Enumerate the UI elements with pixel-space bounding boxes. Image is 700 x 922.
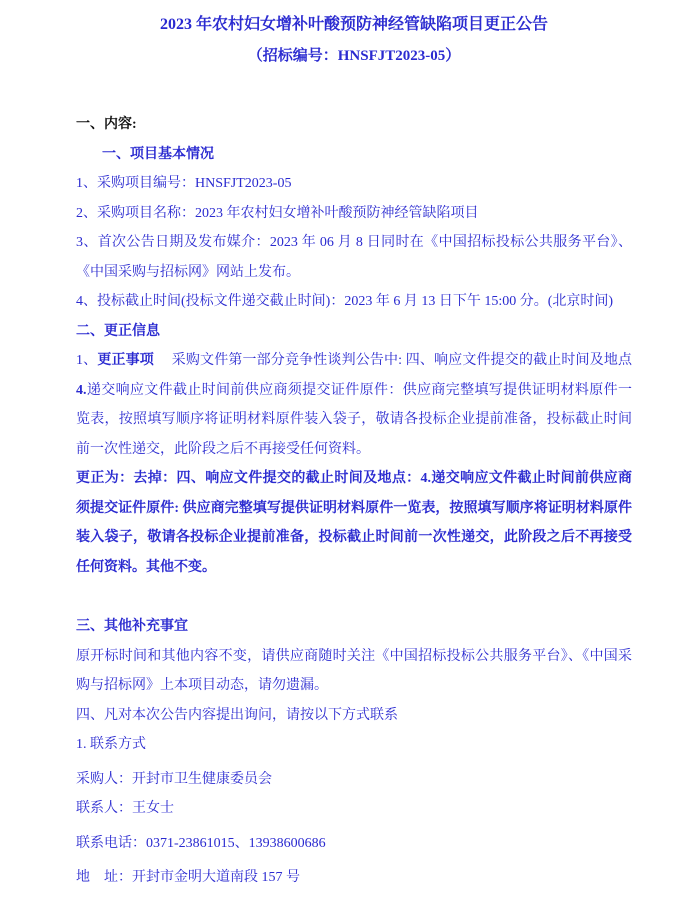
section-content-heading: 一、内容: xyxy=(76,117,137,132)
address-line: 地 址：开封市金明大道南段 157 号 xyxy=(76,870,300,885)
section-inquiry-heading: 四、凡对本次公告内容提出询问，请按以下方式联系 xyxy=(76,707,398,723)
correction-item-point: 4. xyxy=(76,382,87,398)
correction-item-number: 1、 xyxy=(76,353,98,368)
contact-person-line: 联系人：王女士 xyxy=(76,801,174,816)
corrected-to-paragraph: 更正为：去掉：四、响应文件提交的截止时间及地点：4.递交响应文件截止时间前供应商须提交证件原件: 供应商完整填写提供证明材料原件一览表，按照填写顺序将证明材料原件装入袋子，敬请各投标企业提前准备，投标截止时间前一次性递交，此阶段之后不再接受任何资料。其他不变。 xyxy=(76,471,632,575)
correction-item-label: 更正事项 xyxy=(97,353,154,368)
document-subtitle: （招标编号：HNSFJT2023-05） xyxy=(247,48,461,64)
correction-item-paragraph xyxy=(76,346,632,464)
purchaser-line: 采购人：开封市卫生健康委员会 xyxy=(76,771,272,787)
document-body xyxy=(76,110,632,893)
document-title: 2023 年农村妇女增补叶酸预防神经管缺陷项目更正公告 xyxy=(159,16,548,33)
section-project-basic-heading: 一、项目基本情况 xyxy=(102,146,214,162)
project-name-line: 2、采购项目名称：2023 年农村妇女增补叶酸预防神经管缺陷项目 xyxy=(76,205,479,221)
project-number-line: 1、采购项目编号：HNSFJT2023-05 xyxy=(76,176,292,191)
bid-deadline-line: 4、投标截止时间(投标文件递交截止时间)：2023 年 6 月 13 日下午 15:00 分。(北京时间) xyxy=(76,294,614,309)
correction-item-text2: 递交响应文件截止时间前供应商须提交证件原件：供应商完整填写提供证明材料原件一览表，按照填写顺序将证明材料原件装入袋子，敬请各投标企业提前准备，投标截止时间前一次性递交，此阶段之后不再接受任何资料。 xyxy=(76,382,632,457)
supplement-body: 原开标时间和其他内容不变，请供应商随时关注《中国招标投标公共服务平台》、《中国采购与招标网》上本项目动态，请勿遗漏。 xyxy=(76,648,632,693)
contact-phone-line: 联系电话：0371-23861015、13938600686 xyxy=(76,835,326,851)
section-correction-heading: 二、更正信息 xyxy=(76,323,160,339)
section-supplement-heading: 三、其他补充事宜 xyxy=(76,619,188,634)
contact-method-heading: 1. 联系方式 xyxy=(76,737,146,752)
first-announcement-line: 3、首次公告日期及发布媒介：2023 年 06 月 8 日同时在《中国招标投标公共服务平台》、《中国采购与招标网》网站上发布。 xyxy=(76,235,632,280)
correction-item-text: 采购文件第一部分竞争性谈判公告中: 四、响应文件提交的截止时间及地点 xyxy=(153,353,633,368)
